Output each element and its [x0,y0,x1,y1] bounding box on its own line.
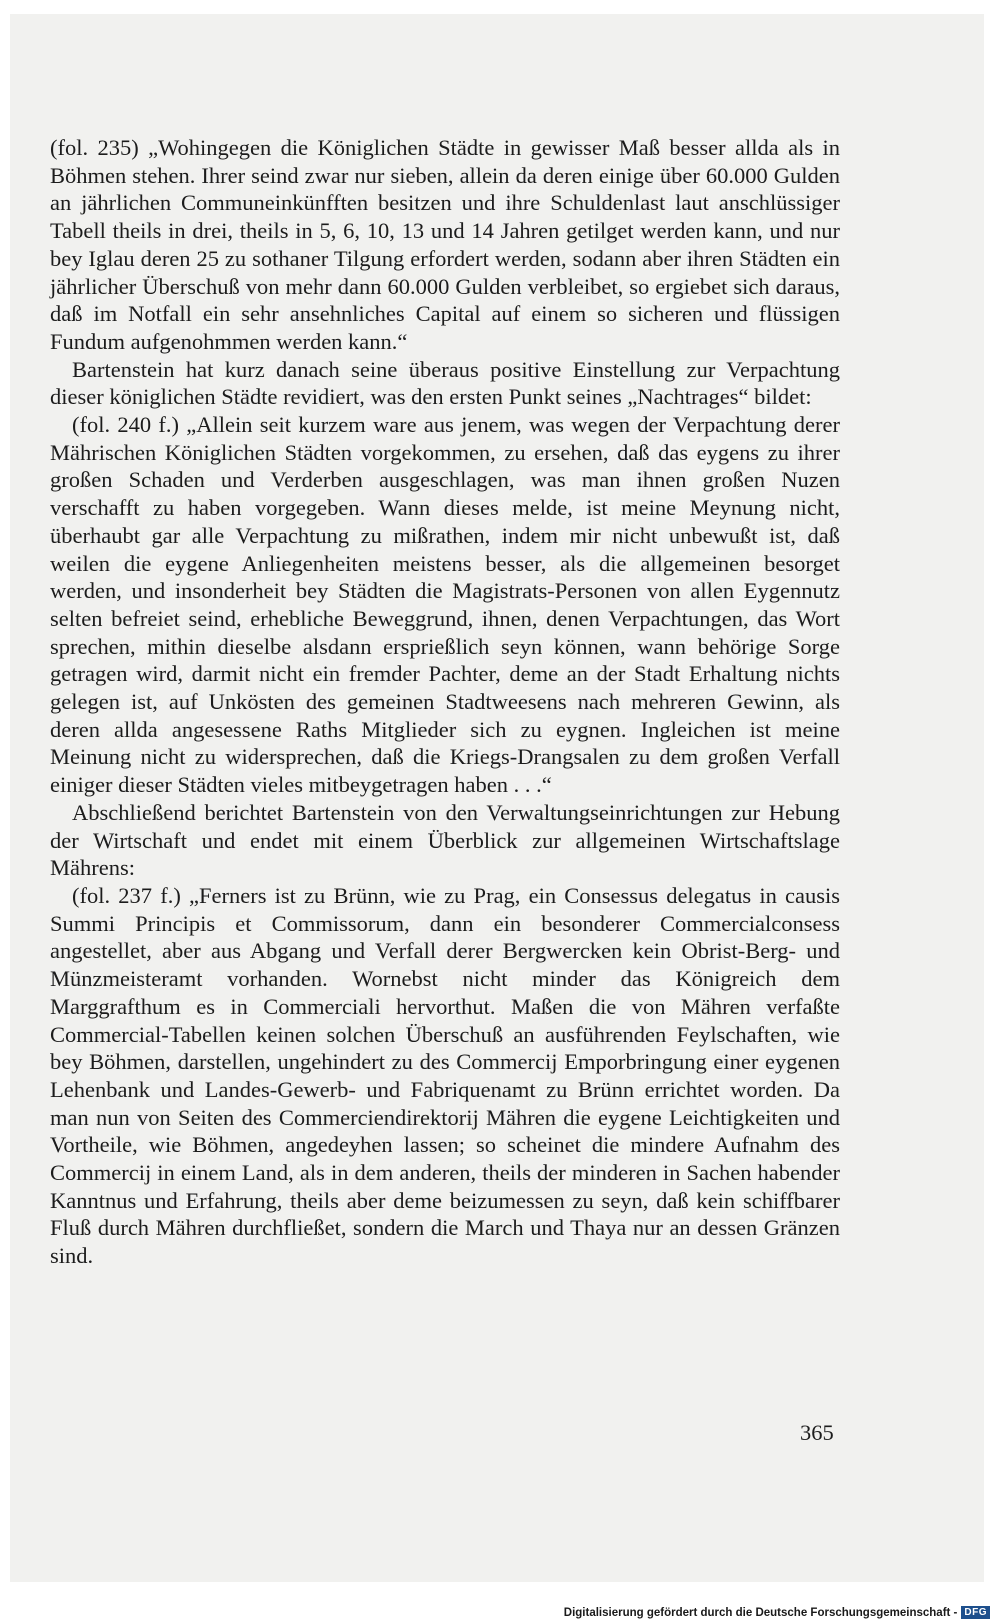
paragraph-2: Bartenstein hat kurz danach seine überaus positive Einstellung zur Verpachtung dieser königlichen Städte revidiert, was den ersten Punkt seines „Nachtrages“ bildet: [50,356,840,410]
paragraph-1: (fol. 235) „Wohingegen die Königlichen Städte in gewisser Maß besser allda als in Böhmen stehen. Ihrer seind zwar nur sieben, allein da deren einige über 60.000 Gulden an jährlichen Communeinkünfften besitzen und ihre Schuldenlast laut anschlüssiger Tabell theils in drei, theils in 5, 6, 10, 13 und 14 Jahren getilget werden kann, und nur bey Iglau deren 25 zu sothaner Tilgung erfordert werden, sodann aber ihren Städten ein jährlicher Überschuß von mehr dann 60.000 Gulden verbleibet, so ergiebet sich daraus, daß im Notfall ein sehr ansehnliches Capital auf einem so sicheren und flüssigen Fundum aufgenohmmen werden kann.“ [50,135,840,354]
paragraph-3: (fol. 240 f.) „Allein seit kurzem ware aus jenem, was wegen der Verpachtung derer Mährischen Königlichen Städten vorgekommen, zu ersehen, daß das eygens zu ihrer großen Schaden und Verderben ausgeschlagen, was man ihnen großen Nuzen verschafft zu haben vorgegeben. Wann dieses melde, ist meine Meynung nicht, überhaubt gar alle Verpachtung zu mißrathen, indem mir nicht unbewußt ist, daß weilen die eygene Anliegenheiten meistens besser, als die allgemeinen besorget werden, und insonderheit bey Städten die Magistrats-Personen von allen Eygennutz selten befreiet seind, erhebliche Beweggrund, ihnen, denen Verpachtungen, das Wort sprechen, mithin dieselbe alsdann ersprießlich seyn können, wann behörige Sorge getragen wird, darmit nicht ein fremder Pachter, deme an der Stadt Erhaltung nichts gelegen ist, auf Unkösten des gemeinen Stadtweesens nach mehreren Gewinn, als deren allda angesessene Raths Mitglieder sich zu eygnen. Ingleichen ist meine Meinung nicht zu widersprechen, daß die Kriegs-Drangsalen zu dem großen Verfall einiger dieser Städten vieles mitbeygetragen haben . . .“ [50,412,840,798]
paragraph-5: (fol. 237 f.) „Ferners ist zu Brünn, wie zu Prag, ein Consessus delegatus in causis Summi Principis et Commissorum, dann ein besonderer Commercialconsess angestellet, aber aus Abgang und Verfall derer Bergwercken kein Obrist-Berg- und Münzmeisteramt vorhanden. Wornebst nicht minder das Königreich dem Marggrafthum es in Commerciali hervorthut. Maßen die von Mähren verfaßte Commercial-Tabellen keinen solchen Überschuß an ausführenden Feylschaften, wie bey Böhmen, darstellen, ungehindert zu des Commercij Emporbringung einer eygenen Lehenbank und Landes-Gewerb- und Fabriquenamt zu Brünn errichtet worden. Da man nun von Seiten des Commerciendirektorij Mähren die eygene Leichtigkeiten und Vortheile, wie Böhmen, angedeyhen lassen; so scheinet die mindere Aufnahm des Commercij in einem Land, als in dem anderen, theils der minderen in Sachen habender Kanntnus und Erfahrung, theils aber deme beizumessen zu seyn, daß kein schiffbarer Fluß durch Mähren durchfließet, sondern die March und Thaya nur an dessen Gränzen sind. [50,882,840,1269]
scanned-page [10,14,984,1582]
dfg-logo-icon: DFG [961,1606,990,1619]
digitization-footer [564,1606,990,1619]
page-number: 365 [800,1420,834,1445]
body-text [50,134,840,1270]
footer-credit: Digitalisierung gefördert durch die Deutsche Forschungsgemeinschaft - [563,1606,958,1619]
paragraph-4: Abschließend berichtet Bartenstein von den Verwaltungseinrichtungen zur Hebung der Wirtschaft und endet mit einem Überblick zur allgemeinen Wirtschaftslage Mährens: [50,799,840,881]
